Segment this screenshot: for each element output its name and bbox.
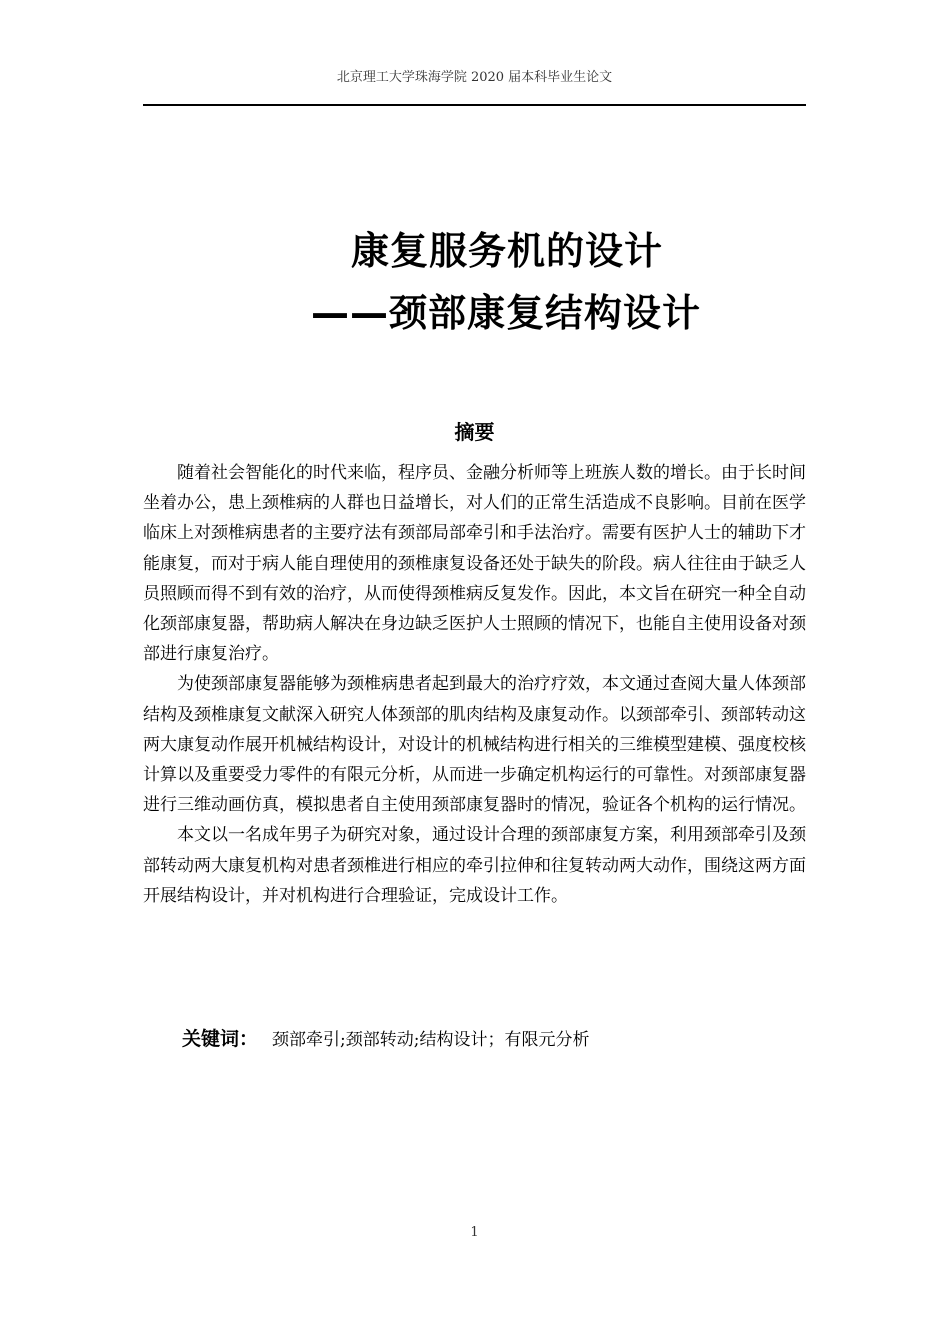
keywords-value: 颈部牵引;颈部转动;结构设计；有限元分析 <box>272 1030 590 1050</box>
abstract-paragraph-3: 本文以一名成年男子为研究对象，通过设计合理的颈部康复方案，利用颈部牵引及颈部转动两大康复机构对患者颈椎进行相应的牵引拉伸和往复转动两大动作，围绕这两方面开展结构设计，并对机构进行合理验证，完成设计工作。 <box>143 825 806 906</box>
abstract-paragraph-2: 为使颈部康复器能够为颈椎病患者起到最大的治疗疗效，本文通过查阅大量人体颈部结构及颈椎康复文献深入研究人体颈部的肌肉结构及康复动作。以颈部牵引、颈部转动这两大康复动作展开机械结构设计，对设计的机械结构进行相关的三维模型建模、强度校核计算以及重要受力零件的有限元分析，从而进一步确定机构运行的可靠性。对颈部康复器进行三维动画仿真，模拟患者自主使用颈部康复器时的情况，验证各个机构的运行情况。 <box>143 674 806 816</box>
header-rule <box>143 104 806 106</box>
keywords-label: 关键词： <box>182 1028 259 1050</box>
abstract-paragraph-1: 随着社会智能化的时代来临，程序员、金融分析师等上班族人数的增长。由于长时间坐着办公，患上颈椎病的人群也日益增长，对人们的正常生活造成不良影响。目前在医学临床上对颈椎病患者的主要疗法有颈部局部牵引和手法治疗。需要有医护人士的辅助下才能康复，而对于病人能自理使用的颈椎康复设备还处于缺失的阶段。病人往往由于缺乏人员照顾而得不到有效的治疗，从而使得颈椎病反复发作。因此，本文旨在研究一种全自动化颈部康复器，帮助病人解决在身边缺乏医护人士照顾的情况下，也能自主使用设备对颈部进行康复治疗。 <box>143 463 806 665</box>
page-number: 1 <box>470 1225 479 1240</box>
keywords-line <box>182 1024 589 1051</box>
abstract-heading: 摘要 <box>454 420 495 444</box>
abstract-body <box>143 458 806 911</box>
running-header: 北京理工大学珠海学院 2020 届本科毕业生论文 <box>336 70 613 85</box>
thesis-title-main: 康复服务机的设计 <box>351 229 664 273</box>
thesis-title-subtitle: ——颈部康复结构设计 <box>311 291 702 335</box>
